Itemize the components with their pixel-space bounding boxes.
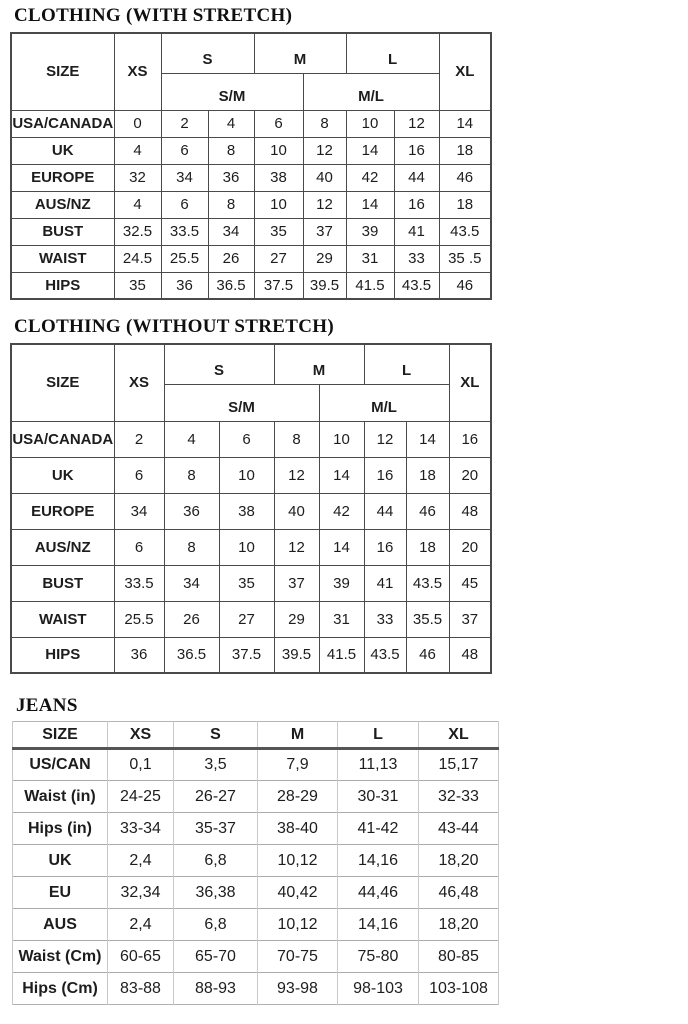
table-cell: 48	[449, 637, 491, 673]
table-cell: 18,20	[419, 845, 499, 877]
table-cell: 4	[208, 110, 254, 137]
clothing-without-stretch-table	[10, 343, 492, 674]
table-cell: 40	[274, 493, 319, 529]
table-cell: 6	[254, 110, 303, 137]
table-cell: 16	[364, 457, 406, 493]
table-cell: 10,12	[258, 845, 338, 877]
table-cell: 41	[364, 565, 406, 601]
table-cell: 31	[319, 601, 364, 637]
table-row	[11, 457, 491, 493]
table-cell: 33.5	[161, 218, 208, 245]
table-cell: 33	[364, 601, 406, 637]
table-cell: 37	[274, 565, 319, 601]
table-cell: 24-25	[108, 781, 174, 813]
table-cell: 37.5	[254, 272, 303, 299]
table-cell: 6	[114, 457, 164, 493]
table-cell: 46	[439, 272, 491, 299]
table-cell: 44,46	[338, 877, 419, 909]
column-header-s: S	[164, 344, 274, 384]
table-cell: 34	[208, 218, 254, 245]
table-cell: 14	[406, 421, 449, 457]
table-cell: 38	[254, 164, 303, 191]
table-cell: 31	[346, 245, 394, 272]
table-cell: 44	[364, 493, 406, 529]
table-cell: 6,8	[174, 845, 258, 877]
table-cell: 40	[303, 164, 346, 191]
column-header-xl: XL	[419, 722, 499, 749]
table-cell: 12	[394, 110, 439, 137]
column-header-sm: S/M	[164, 384, 319, 421]
table-cell: 40,42	[258, 877, 338, 909]
table-cell: 10	[319, 421, 364, 457]
row-label: Hips (Cm)	[13, 973, 108, 1005]
table-cell: 60-65	[108, 941, 174, 973]
table-row	[11, 637, 491, 673]
table-cell: 12	[303, 137, 346, 164]
row-label: AUS/NZ	[11, 529, 114, 565]
table-cell: 42	[346, 164, 394, 191]
table-cell: 36	[114, 637, 164, 673]
table-cell: 10	[254, 191, 303, 218]
table-cell: 80-85	[419, 941, 499, 973]
table-cell: 36	[164, 493, 219, 529]
table-cell: 14	[319, 457, 364, 493]
title-clothing-with-stretch: CLOTHING (WITH STRETCH)	[14, 5, 293, 26]
table-cell: 27	[254, 245, 303, 272]
table-cell: 11,13	[338, 749, 419, 781]
header-row-top	[11, 344, 491, 384]
column-header-l: L	[346, 33, 439, 73]
row-label: EU	[13, 877, 108, 909]
table-row	[13, 813, 499, 845]
column-header-ml: M/L	[303, 73, 439, 110]
table-cell: 30-31	[338, 781, 419, 813]
column-header-ml: M/L	[319, 384, 449, 421]
row-label: USA/CANADA	[11, 110, 114, 137]
table-cell: 36,38	[174, 877, 258, 909]
table-cell: 2,4	[108, 845, 174, 877]
column-header-xl: XL	[449, 344, 491, 421]
table-cell: 35-37	[174, 813, 258, 845]
column-header-size: SIZE	[13, 722, 108, 749]
table-cell: 10	[219, 529, 274, 565]
table-cell: 35	[114, 272, 161, 299]
table-row	[13, 909, 499, 941]
table-cell: 41.5	[319, 637, 364, 673]
table-cell: 14	[346, 137, 394, 164]
table-cell: 33-34	[108, 813, 174, 845]
row-label: USA/CANADA	[11, 421, 114, 457]
table-cell: 34	[161, 164, 208, 191]
table-cell: 25.5	[161, 245, 208, 272]
row-label: BUST	[11, 565, 114, 601]
table-cell: 41-42	[338, 813, 419, 845]
table-cell: 103-108	[419, 973, 499, 1005]
table-cell: 32.5	[114, 218, 161, 245]
table-cell: 6	[219, 421, 274, 457]
table-cell: 46	[439, 164, 491, 191]
table-row	[11, 164, 491, 191]
table-row	[13, 749, 499, 781]
table-cell: 10,12	[258, 909, 338, 941]
table-cell: 37	[449, 601, 491, 637]
table-cell: 12	[274, 457, 319, 493]
table-cell: 35	[254, 218, 303, 245]
table-cell: 65-70	[174, 941, 258, 973]
table-row	[11, 565, 491, 601]
table-cell: 8	[208, 191, 254, 218]
table-row	[13, 781, 499, 813]
jeans-table	[12, 721, 499, 1005]
table-cell: 42	[319, 493, 364, 529]
column-header-size: SIZE	[11, 344, 114, 421]
table-cell: 10	[254, 137, 303, 164]
column-header-s: S	[161, 33, 254, 73]
table-cell: 37.5	[219, 637, 274, 673]
table-cell: 35 .5	[439, 245, 491, 272]
table-cell: 83-88	[108, 973, 174, 1005]
table-cell: 8	[208, 137, 254, 164]
table-row	[11, 191, 491, 218]
table-cell: 16	[449, 421, 491, 457]
header-row-top	[11, 33, 491, 73]
table-cell: 0	[114, 110, 161, 137]
title-jeans: JEANS	[16, 695, 78, 716]
table-cell: 8	[164, 457, 219, 493]
table-row	[11, 110, 491, 137]
table-cell: 88-93	[174, 973, 258, 1005]
row-label: AUS/NZ	[11, 191, 114, 218]
table-cell: 34	[164, 565, 219, 601]
row-label: WAIST	[11, 245, 114, 272]
row-label: UK	[13, 845, 108, 877]
table-cell: 16	[364, 529, 406, 565]
table-cell: 39.5	[303, 272, 346, 299]
table-cell: 33.5	[114, 565, 164, 601]
table-cell: 75-80	[338, 941, 419, 973]
table-cell: 4	[114, 137, 161, 164]
column-header-l: L	[338, 722, 419, 749]
table-cell: 32	[114, 164, 161, 191]
table-cell: 4	[114, 191, 161, 218]
table-row	[11, 272, 491, 299]
column-header-m: M	[258, 722, 338, 749]
table-cell: 18,20	[419, 909, 499, 941]
title-clothing-without-stretch: CLOTHING (WITHOUT STRETCH)	[14, 316, 334, 337]
table-cell: 32,34	[108, 877, 174, 909]
table-cell: 14	[439, 110, 491, 137]
table-cell: 33	[394, 245, 439, 272]
table-cell: 12	[274, 529, 319, 565]
table-cell: 25.5	[114, 601, 164, 637]
table-cell: 35.5	[406, 601, 449, 637]
column-header-s: S	[174, 722, 258, 749]
table-cell: 44	[394, 164, 439, 191]
row-label: Waist (Cm)	[13, 941, 108, 973]
row-label: EUROPE	[11, 164, 114, 191]
table-cell: 26	[208, 245, 254, 272]
table-cell: 35	[219, 565, 274, 601]
table-row	[11, 529, 491, 565]
table-cell: 45	[449, 565, 491, 601]
column-header-m: M	[274, 344, 364, 384]
table-cell: 32-33	[419, 781, 499, 813]
table-cell: 43.5	[406, 565, 449, 601]
row-label: UK	[11, 137, 114, 164]
column-header-size: SIZE	[11, 33, 114, 110]
table-cell: 46,48	[419, 877, 499, 909]
table-cell: 24.5	[114, 245, 161, 272]
table-cell: 12	[303, 191, 346, 218]
table-cell: 0,1	[108, 749, 174, 781]
table-cell: 20	[449, 457, 491, 493]
column-header-xl: XL	[439, 33, 491, 110]
table-cell: 41.5	[346, 272, 394, 299]
table-cell: 2	[161, 110, 208, 137]
table-cell: 4	[164, 421, 219, 457]
table-cell: 38-40	[258, 813, 338, 845]
table-row	[11, 218, 491, 245]
row-label: Waist (in)	[13, 781, 108, 813]
table-cell: 26-27	[174, 781, 258, 813]
row-label: AUS	[13, 909, 108, 941]
table-cell: 29	[303, 245, 346, 272]
table-cell: 3,5	[174, 749, 258, 781]
table-cell: 46	[406, 493, 449, 529]
table-cell: 16	[394, 191, 439, 218]
table-cell: 39	[346, 218, 394, 245]
table-cell: 8	[164, 529, 219, 565]
table-row	[13, 845, 499, 877]
row-label: HIPS	[11, 637, 114, 673]
table-cell: 43.5	[439, 218, 491, 245]
table-cell: 70-75	[258, 941, 338, 973]
table-cell: 39	[319, 565, 364, 601]
column-header-xs: XS	[108, 722, 174, 749]
row-label: WAIST	[11, 601, 114, 637]
table-cell: 18	[406, 457, 449, 493]
table-row	[11, 421, 491, 457]
table-cell: 36	[208, 164, 254, 191]
table-cell: 34	[114, 493, 164, 529]
row-label: Hips (in)	[13, 813, 108, 845]
column-header-l: L	[364, 344, 449, 384]
table-cell: 98-103	[338, 973, 419, 1005]
row-label: US/CAN	[13, 749, 108, 781]
table-cell: 16	[394, 137, 439, 164]
column-header-xs: XS	[114, 33, 161, 110]
table-cell: 14	[346, 191, 394, 218]
table-cell: 6,8	[174, 909, 258, 941]
table-cell: 14,16	[338, 909, 419, 941]
table-cell: 12	[364, 421, 406, 457]
table-cell: 36.5	[164, 637, 219, 673]
table-row	[13, 973, 499, 1005]
table-cell: 6	[161, 137, 208, 164]
table-cell: 41	[394, 218, 439, 245]
table-cell: 8	[303, 110, 346, 137]
table-cell: 10	[219, 457, 274, 493]
table-row	[11, 245, 491, 272]
table-cell: 18	[406, 529, 449, 565]
table-cell: 46	[406, 637, 449, 673]
table-cell: 37	[303, 218, 346, 245]
header-row	[13, 722, 499, 749]
table-cell: 43-44	[419, 813, 499, 845]
table-cell: 43.5	[364, 637, 406, 673]
table-cell: 6	[161, 191, 208, 218]
column-header-m: M	[254, 33, 346, 73]
table-cell: 18	[439, 137, 491, 164]
table-cell: 15,17	[419, 749, 499, 781]
table-row	[13, 941, 499, 973]
row-label: BUST	[11, 218, 114, 245]
table-cell: 7,9	[258, 749, 338, 781]
table-row	[11, 601, 491, 637]
row-label: HIPS	[11, 272, 114, 299]
column-header-sm: S/M	[161, 73, 303, 110]
table-cell: 36.5	[208, 272, 254, 299]
table-cell: 8	[274, 421, 319, 457]
table-cell: 26	[164, 601, 219, 637]
table-cell: 36	[161, 272, 208, 299]
table-cell: 27	[219, 601, 274, 637]
table-cell: 29	[274, 601, 319, 637]
table-cell: 2,4	[108, 909, 174, 941]
table-cell: 18	[439, 191, 491, 218]
table-row	[11, 493, 491, 529]
table-cell: 93-98	[258, 973, 338, 1005]
row-label: UK	[11, 457, 114, 493]
column-header-xs: XS	[114, 344, 164, 421]
table-row	[11, 137, 491, 164]
table-cell: 6	[114, 529, 164, 565]
clothing-with-stretch-table	[10, 32, 492, 300]
table-cell: 28-29	[258, 781, 338, 813]
table-cell: 39.5	[274, 637, 319, 673]
table-cell: 38	[219, 493, 274, 529]
table-cell: 20	[449, 529, 491, 565]
table-cell: 48	[449, 493, 491, 529]
table-cell: 43.5	[394, 272, 439, 299]
table-cell: 14,16	[338, 845, 419, 877]
table-cell: 14	[319, 529, 364, 565]
table-cell: 2	[114, 421, 164, 457]
table-cell: 10	[346, 110, 394, 137]
table-row	[13, 877, 499, 909]
row-label: EUROPE	[11, 493, 114, 529]
